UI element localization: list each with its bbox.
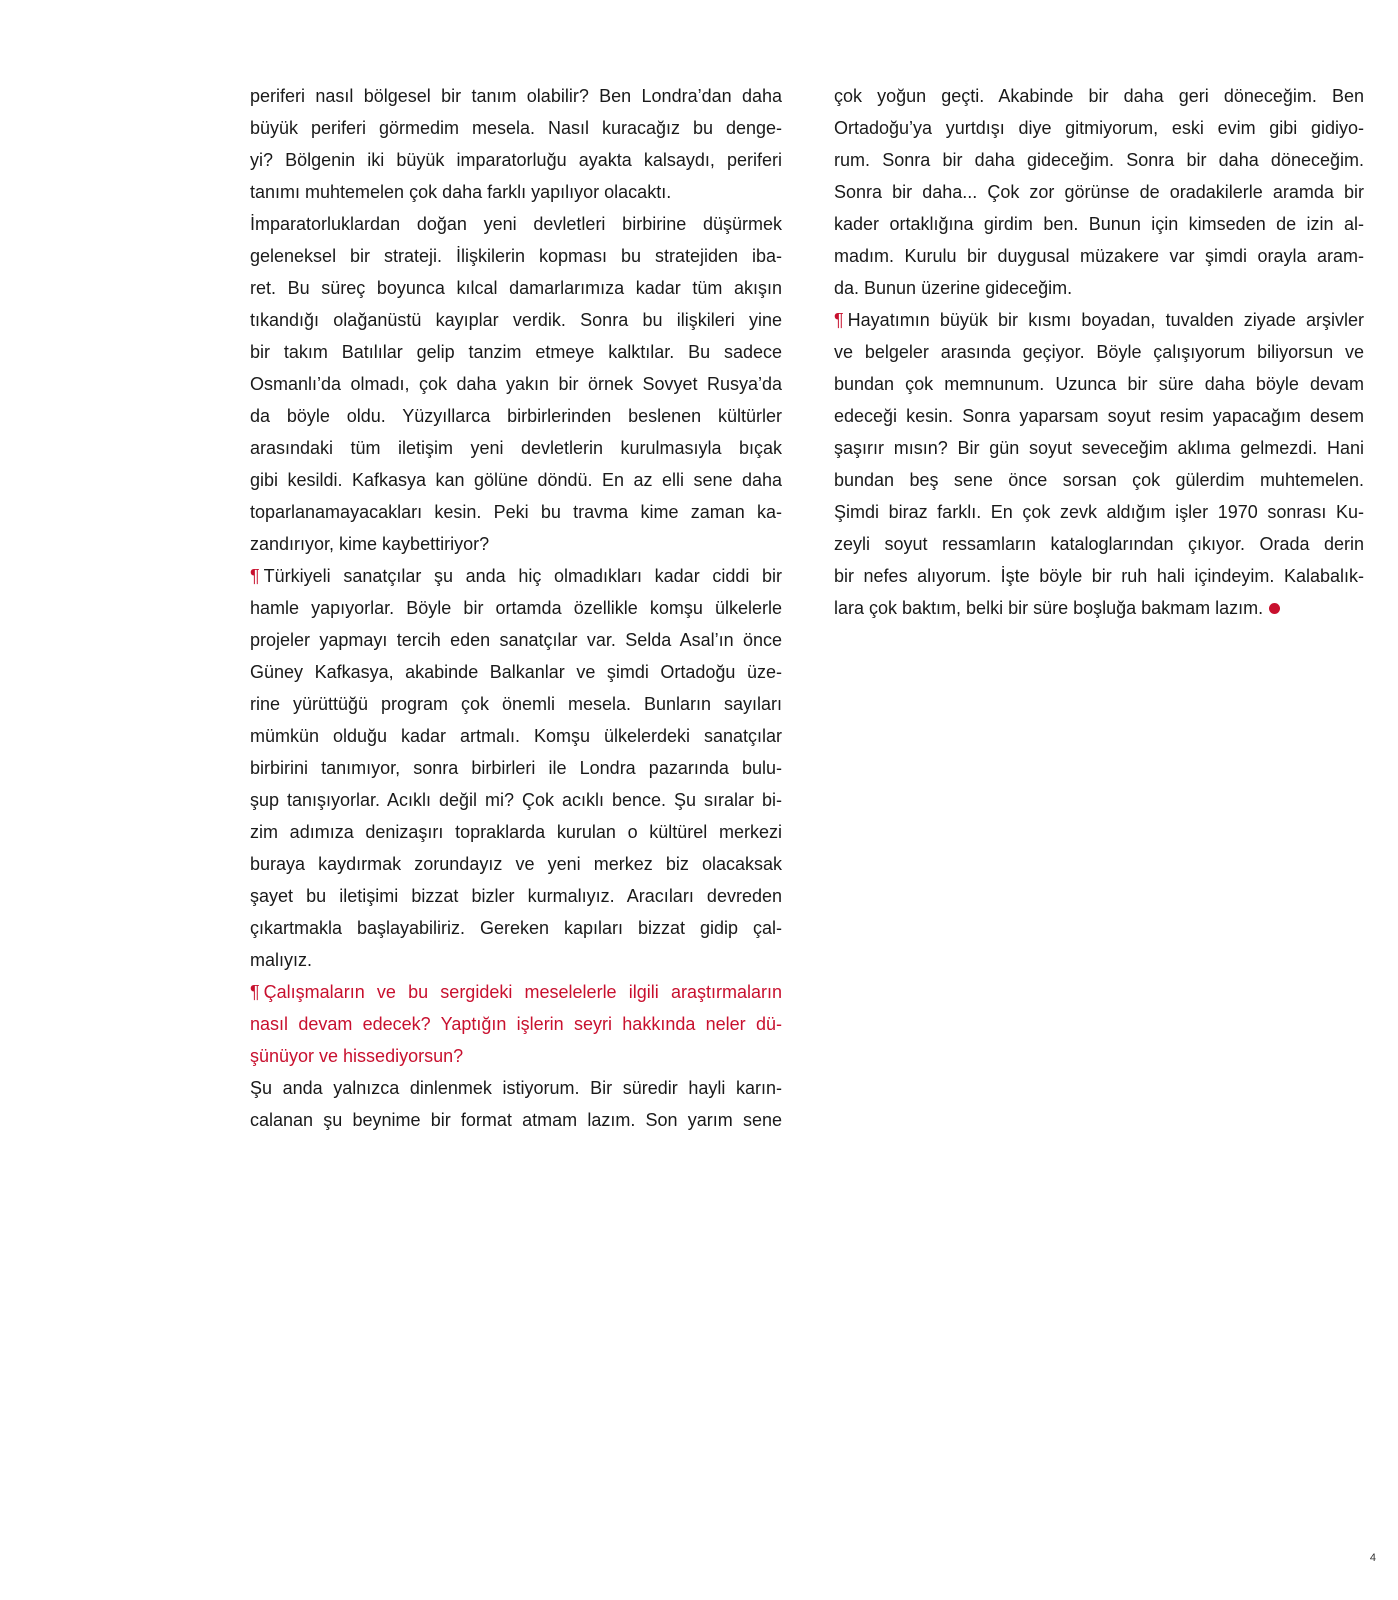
left-text-column: [250, 80, 782, 1136]
pilcrow-icon: ¶: [250, 566, 260, 586]
text-line: [250, 1104, 782, 1136]
text-line-content: lara çok baktım, belki bir süre boşluğa bakmam lazım.: [834, 598, 1264, 618]
text-line-content: çok yoğun geçti. Akabinde bir daha geri döneceğim. Ben: [834, 86, 1364, 106]
text-line-content: rine yürüttüğü program çok önemli mesela. Bunların sayıları: [250, 694, 782, 714]
text-line-content: bundan beş sene önce sorsan çok gülerdim muhtemelen.: [834, 470, 1364, 490]
text-line: [834, 528, 1364, 560]
text-line-content: projeler yapmayı tercih eden sanatçılar var. Selda Asal’ın önce: [250, 630, 782, 650]
text-line: [834, 176, 1364, 208]
text-line-content: edeceği kesin. Sonra yaparsam soyut resim yapacağım desem: [834, 406, 1364, 426]
text-line-content: malıyız.: [250, 950, 313, 970]
text-line-content: Ortadoğu’ya yurtdışı diye gitmiyorum, eski evim gibi gidiyo-: [834, 118, 1364, 138]
text-line: [250, 624, 782, 656]
text-line-content: hamle yapıyorlar. Böyle bir ortamda özellikle komşu ülkelerle: [250, 598, 782, 618]
text-line: [834, 208, 1364, 240]
text-line: [250, 528, 782, 560]
text-line-content: ve belgeler arasında geçiyor. Böyle çalışıyorum biliyorsun ve: [834, 342, 1364, 362]
text-line: [834, 272, 1364, 304]
text-line: [834, 592, 1364, 624]
text-line-content: bir nefes alıyorum. İşte böyle bir ruh hali içindeyim. Kalabalık-: [834, 566, 1364, 586]
text-line: [250, 144, 782, 176]
text-line: [250, 1008, 782, 1040]
text-line-content: şünüyor ve hissediyorsun?: [250, 1046, 464, 1066]
text-line: [250, 720, 782, 752]
text-line-content: Şu anda yalnızca dinlenmek istiyorum. Bir süredir hayli karın-: [250, 1078, 782, 1098]
text-line: [250, 848, 782, 880]
text-line-content: İmparatorluklardan doğan yeni devletleri birbirine düşürmek: [250, 214, 782, 234]
text-line: [834, 80, 1364, 112]
text-line: [250, 112, 782, 144]
text-line-content: Güney Kafkasya, akabinde Balkanlar ve şimdi Ortadoğu üze-: [250, 662, 782, 682]
text-line: [250, 560, 782, 592]
text-line-content: Osmanlı’da olmadı, çok daha yakın bir örnek Sovyet Rusya’da: [250, 374, 782, 394]
text-line: [834, 400, 1364, 432]
text-line: [250, 496, 782, 528]
text-line: [834, 432, 1364, 464]
text-line: [250, 272, 782, 304]
text-line: [834, 144, 1364, 176]
text-line: [250, 880, 782, 912]
text-line: [250, 752, 782, 784]
text-line-content: periferi nasıl bölgesel bir tanım olabilir? Ben Londra’dan daha: [250, 86, 782, 106]
text-line: [250, 784, 782, 816]
text-line-content: zim adımıza denizaşırı topraklarda kurulan o kültürel merkezi: [250, 822, 782, 842]
text-line: [250, 240, 782, 272]
text-line-content: da böyle oldu. Yüzyıllarca birbirlerinden beslenen kültürler: [250, 406, 782, 426]
text-line: [250, 368, 782, 400]
page-number: 4: [1369, 1552, 1376, 1564]
text-line-content: da. Bunun üzerine gideceğim.: [834, 278, 1073, 298]
text-line: [250, 208, 782, 240]
text-line-content: bir takım Batılılar gelip tanzim etmeye kalktılar. Bu sadece: [250, 342, 782, 362]
text-line-content: bundan çok memnunum. Uzunca bir süre daha böyle devam: [834, 374, 1364, 394]
pilcrow-icon: ¶: [834, 310, 844, 330]
text-line-content: zandırıyor, kime kaybettiriyor?: [250, 534, 490, 554]
text-line: [250, 176, 782, 208]
text-line: [250, 592, 782, 624]
text-line: [250, 304, 782, 336]
text-line-content: Sonra bir daha... Çok zor görünse de oradakilerle aramda bir: [834, 182, 1364, 202]
text-line-content: yi? Bölgenin iki büyük imparatorluğu ayakta kalsaydı, periferi: [250, 150, 782, 170]
text-line: [834, 496, 1364, 528]
text-line: [834, 560, 1364, 592]
text-line-content: büyük periferi görmedim mesela. Nasıl kuracağız bu denge-: [250, 118, 782, 138]
text-line-content: zeyli soyut ressamların kataloglarından çıkıyor. Orada derin: [834, 534, 1364, 554]
text-line-content: tanımı muhtemelen çok daha farklı yapılıyor olacaktı.: [250, 182, 672, 202]
text-line: [834, 336, 1364, 368]
text-line: [834, 464, 1364, 496]
end-mark-icon: [1269, 603, 1280, 614]
text-line: [250, 1040, 782, 1072]
text-line-content: tıkandığı olağanüstü kayıplar verdik. Sonra bu ilişkileri yine: [250, 310, 782, 330]
text-line-content: mümkün olduğu kadar artmalı. Komşu ülkelerdeki sanatçılar: [250, 726, 782, 746]
text-line: [250, 656, 782, 688]
pilcrow-icon: ¶: [250, 982, 260, 1002]
text-line-content: şaşırır mısın? Bir gün soyut seveceğim aklıma gelmezdi. Hani: [834, 438, 1364, 458]
text-line: [250, 336, 782, 368]
text-line-content: çıkartmakla başlayabiliriz. Gereken kapıları bizzat gidip çal-: [250, 918, 782, 938]
text-line: [250, 976, 782, 1008]
text-line: [250, 912, 782, 944]
text-line-content: şayet bu iletişimi bizzat bizler kurmalıyız. Aracıları devreden: [250, 886, 782, 906]
text-line: [250, 1072, 782, 1104]
text-line: [250, 816, 782, 848]
text-line-content: Türkiyeli sanatçılar şu anda hiç olmadıkları kadar ciddi bir: [263, 566, 782, 586]
text-line: [250, 944, 782, 976]
text-line: [250, 688, 782, 720]
text-line: [250, 400, 782, 432]
text-line-content: Çalışmaların ve bu sergideki meselelerle ilgili araştırmaların: [263, 982, 782, 1002]
text-line: [250, 432, 782, 464]
text-line-content: Şimdi biraz farklı. En çok zevk aldığım işler 1970 sonrası Ku-: [834, 502, 1364, 522]
text-line-content: şup tanışıyorlar. Acıklı değil mi? Çok acıklı bence. Şu sıralar bi-: [250, 790, 782, 810]
text-line-content: geleneksel bir strateji. İlişkilerin kopması bu stratejiden iba-: [250, 246, 782, 266]
text-line-content: buraya kaydırmak zorundayız ve yeni merkez biz olacaksak: [250, 854, 782, 874]
text-line: [834, 112, 1364, 144]
text-line-content: ret. Bu süreç boyunca kılcal damarlarımıza kadar tüm akışın: [250, 278, 782, 298]
text-line-content: Hayatımın büyük bir kısmı boyadan, tuvalden ziyade arşivler: [847, 310, 1364, 330]
text-line: [834, 304, 1364, 336]
text-line-content: toparlanamayacakları kesin. Peki bu travma kime zaman ka-: [250, 502, 782, 522]
text-line: [250, 80, 782, 112]
text-line: [250, 464, 782, 496]
text-line: [834, 240, 1364, 272]
right-text-column: [834, 80, 1364, 624]
text-line-content: birbirini tanımıyor, sonra birbirleri ile Londra pazarında bulu-: [250, 758, 782, 778]
text-line-content: gibi kesildi. Kafkasya kan gölüne döndü. En az elli sene daha: [250, 470, 782, 490]
text-line-content: rum. Sonra bir daha gideceğim. Sonra bir daha döneceğim.: [834, 150, 1364, 170]
text-line-content: madım. Kurulu bir duygusal müzakere var şimdi orayla aram-: [834, 246, 1364, 266]
text-line-content: nasıl devam edecek? Yaptığın işlerin seyri hakkında neler dü-: [250, 1014, 782, 1034]
text-line-content: arasındaki tüm iletişim yeni devletlerin kurulmasıyla bıçak: [250, 438, 782, 458]
text-line-content: calanan şu beynime bir format atmam lazım. Son yarım sene: [250, 1110, 782, 1130]
text-line: [834, 368, 1364, 400]
text-line-content: kader ortaklığına girdim ben. Bunun için kimseden de izin al-: [834, 214, 1364, 234]
